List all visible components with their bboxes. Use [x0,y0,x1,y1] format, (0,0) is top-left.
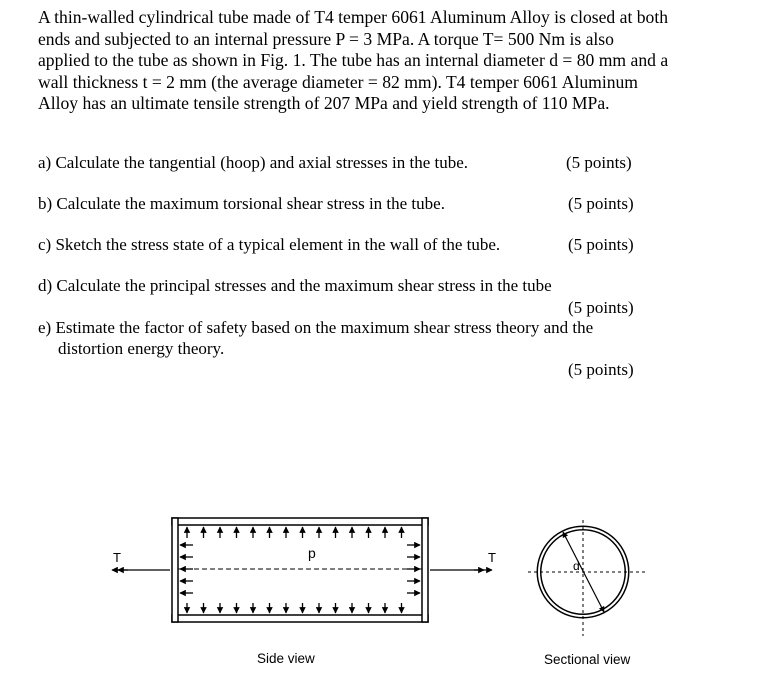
intro-line: A thin-walled cylindrical tube made of T4 temper 6061 Aluminum Alloy is closed at both [38,7,669,27]
sectional-view-caption: Sectional view [544,652,631,667]
torque-label-right: T [488,550,496,565]
side-view-caption: Side view [257,651,315,666]
question-a-points: (5 points) [566,153,632,172]
intro-line: Alloy has an ultimate tensile strength of 207 MPa and yield strength of 110 MPa. [38,93,610,113]
diameter-label: d [573,559,580,573]
question-b-points: (5 points) [568,194,634,213]
question-d: d) Calculate the principal stresses and the maximum shear stress in the tube [38,276,552,295]
question-b: b) Calculate the maximum torsional shear stress in the tube. [38,194,445,213]
question-e-points: (5 points) [568,360,634,379]
question-a: a) Calculate the tangential (hoop) and axial stresses in the tube. [38,153,469,172]
intro-line: ends and subjected to an internal pressure P = 3 MPa. A torque T= 500 Nm is also [38,28,614,49]
question-e-cont: distortion energy theory. [58,339,225,358]
side-view-tube [172,518,428,622]
pressure-arrows [180,527,420,613]
intro-line: wall thickness t = 2 mm (the average diameter = 82 mm). T4 temper 6061 Aluminum [38,71,638,92]
sectional-view [528,520,648,636]
question-c: c) Sketch the stress state of a typical element in the wall of the tube. [38,235,501,254]
question-c-points: (5 points) [568,235,634,254]
torque-label-left: T [113,550,121,565]
pressure-label: p [308,545,316,561]
intro-line: applied to the tube as shown in Fig. 1. The tube has an internal diameter d = 80 mm and a [38,50,669,70]
question-e: e) Estimate the factor of safety based on the maximum shear stress theory and the [38,318,594,337]
question-d-points: (5 points) [568,298,634,317]
